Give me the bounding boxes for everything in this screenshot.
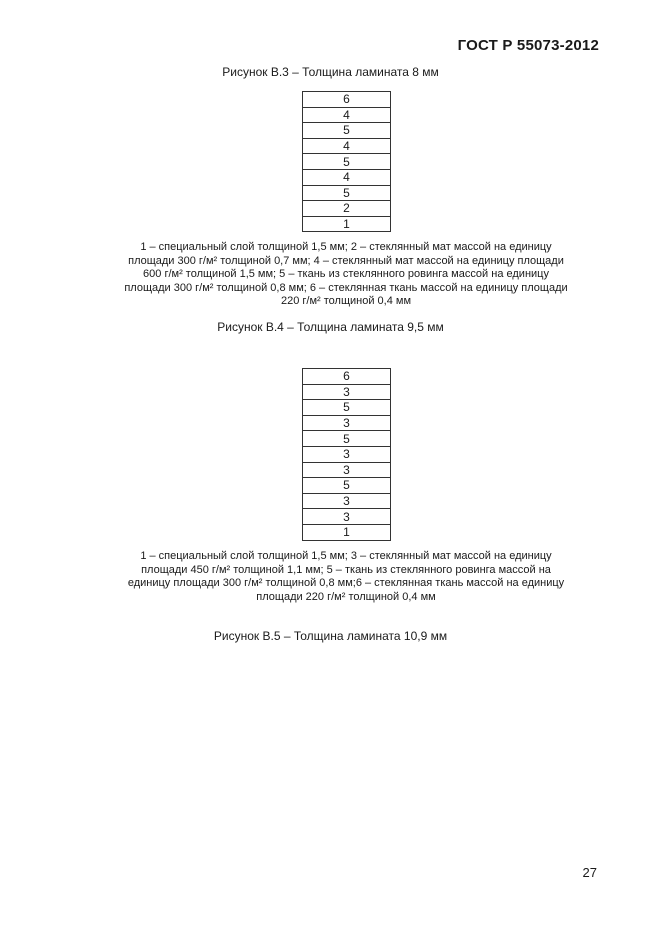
layer-number: 3 (303, 462, 391, 478)
legend-b4 (96, 241, 596, 309)
legend-b5 (96, 550, 596, 604)
layer-row (303, 400, 391, 416)
layer-number: 1 (303, 216, 391, 232)
layer-number: 6 (303, 369, 391, 385)
page-number: 27 (582, 865, 597, 880)
layer-number: 4 (303, 138, 391, 154)
layer-row (303, 524, 391, 540)
legend-line: 1 – специальный слой толщиной 1,5 мм; 3 – стеклянный мат массой на единицу (140, 550, 552, 562)
layer-row (303, 169, 391, 185)
layer-row (303, 446, 391, 462)
layer-number: 5 (303, 400, 391, 416)
laminate-layers-table-b4 (302, 91, 391, 232)
legend-line: площади 220 г/м² толщиной 0,4 мм (256, 590, 436, 603)
layer-row (303, 185, 391, 201)
layer-row (303, 154, 391, 170)
layer-row (303, 509, 391, 525)
layer-row (303, 384, 391, 400)
layer-row (303, 431, 391, 447)
legend-line: площади 300 г/м² толщиной 0,7 мм; 4 – стеклянный мат массой на единицу площади (128, 254, 564, 267)
layer-row (303, 216, 391, 232)
layer-row (303, 92, 391, 108)
layer-number: 3 (303, 446, 391, 462)
layer-row (303, 107, 391, 123)
layer-row (303, 201, 391, 217)
legend-line: площади 450 г/м² толщиной 1,1 мм; 5 – ткань из стеклянного ровинга массой на (141, 563, 551, 576)
layer-number: 6 (303, 92, 391, 108)
layer-row (303, 369, 391, 385)
figure-caption-b4: Рисунок В.4 – Толщина ламината 9,5 мм (217, 320, 444, 334)
layer-row (303, 493, 391, 509)
layer-number: 3 (303, 415, 391, 431)
layer-row (303, 462, 391, 478)
figure-caption-b5: Рисунок В.5 – Толщина ламината 10,9 мм (213, 629, 448, 643)
figure-caption-b3: Рисунок В.3 – Толщина ламината 8 мм (222, 65, 439, 79)
layer-number: 2 (303, 201, 391, 217)
layer-row (303, 123, 391, 139)
layer-number: 4 (303, 169, 391, 185)
layer-number: 3 (303, 493, 391, 509)
legend-line: площади 300 г/м² толщиной 0,8 мм; 6 – стеклянная ткань массой на единицу площади (124, 281, 568, 294)
layer-number: 4 (303, 107, 391, 123)
layer-number: 1 (303, 524, 391, 540)
legend-line: единицу площади 300 г/м² толщиной 0,8 мм;6 – стеклянная ткань массой на единицу (127, 577, 565, 589)
laminate-layers-table-b5 (302, 368, 391, 541)
document-standard-header: ГОСТ Р 55073-2012 (457, 37, 599, 54)
layer-number: 3 (303, 384, 391, 400)
layer-number: 5 (303, 185, 391, 201)
layer-row (303, 478, 391, 494)
layer-number: 3 (303, 509, 391, 525)
layer-row (303, 138, 391, 154)
layer-row (303, 415, 391, 431)
layer-number: 5 (303, 478, 391, 494)
layer-number: 5 (303, 431, 391, 447)
legend-line: 220 г/м² толщиной 0,4 мм (280, 295, 412, 307)
legend-line: 600 г/м² толщиной 1,5 мм; 5 – ткань из стеклянного ровинга массой на единицу (143, 268, 549, 280)
layer-number: 5 (303, 154, 391, 170)
layer-number: 5 (303, 123, 391, 139)
legend-line: 1 – специальный слой толщиной 1,5 мм; 2 – стеклянный мат массой на единицу (140, 241, 552, 253)
